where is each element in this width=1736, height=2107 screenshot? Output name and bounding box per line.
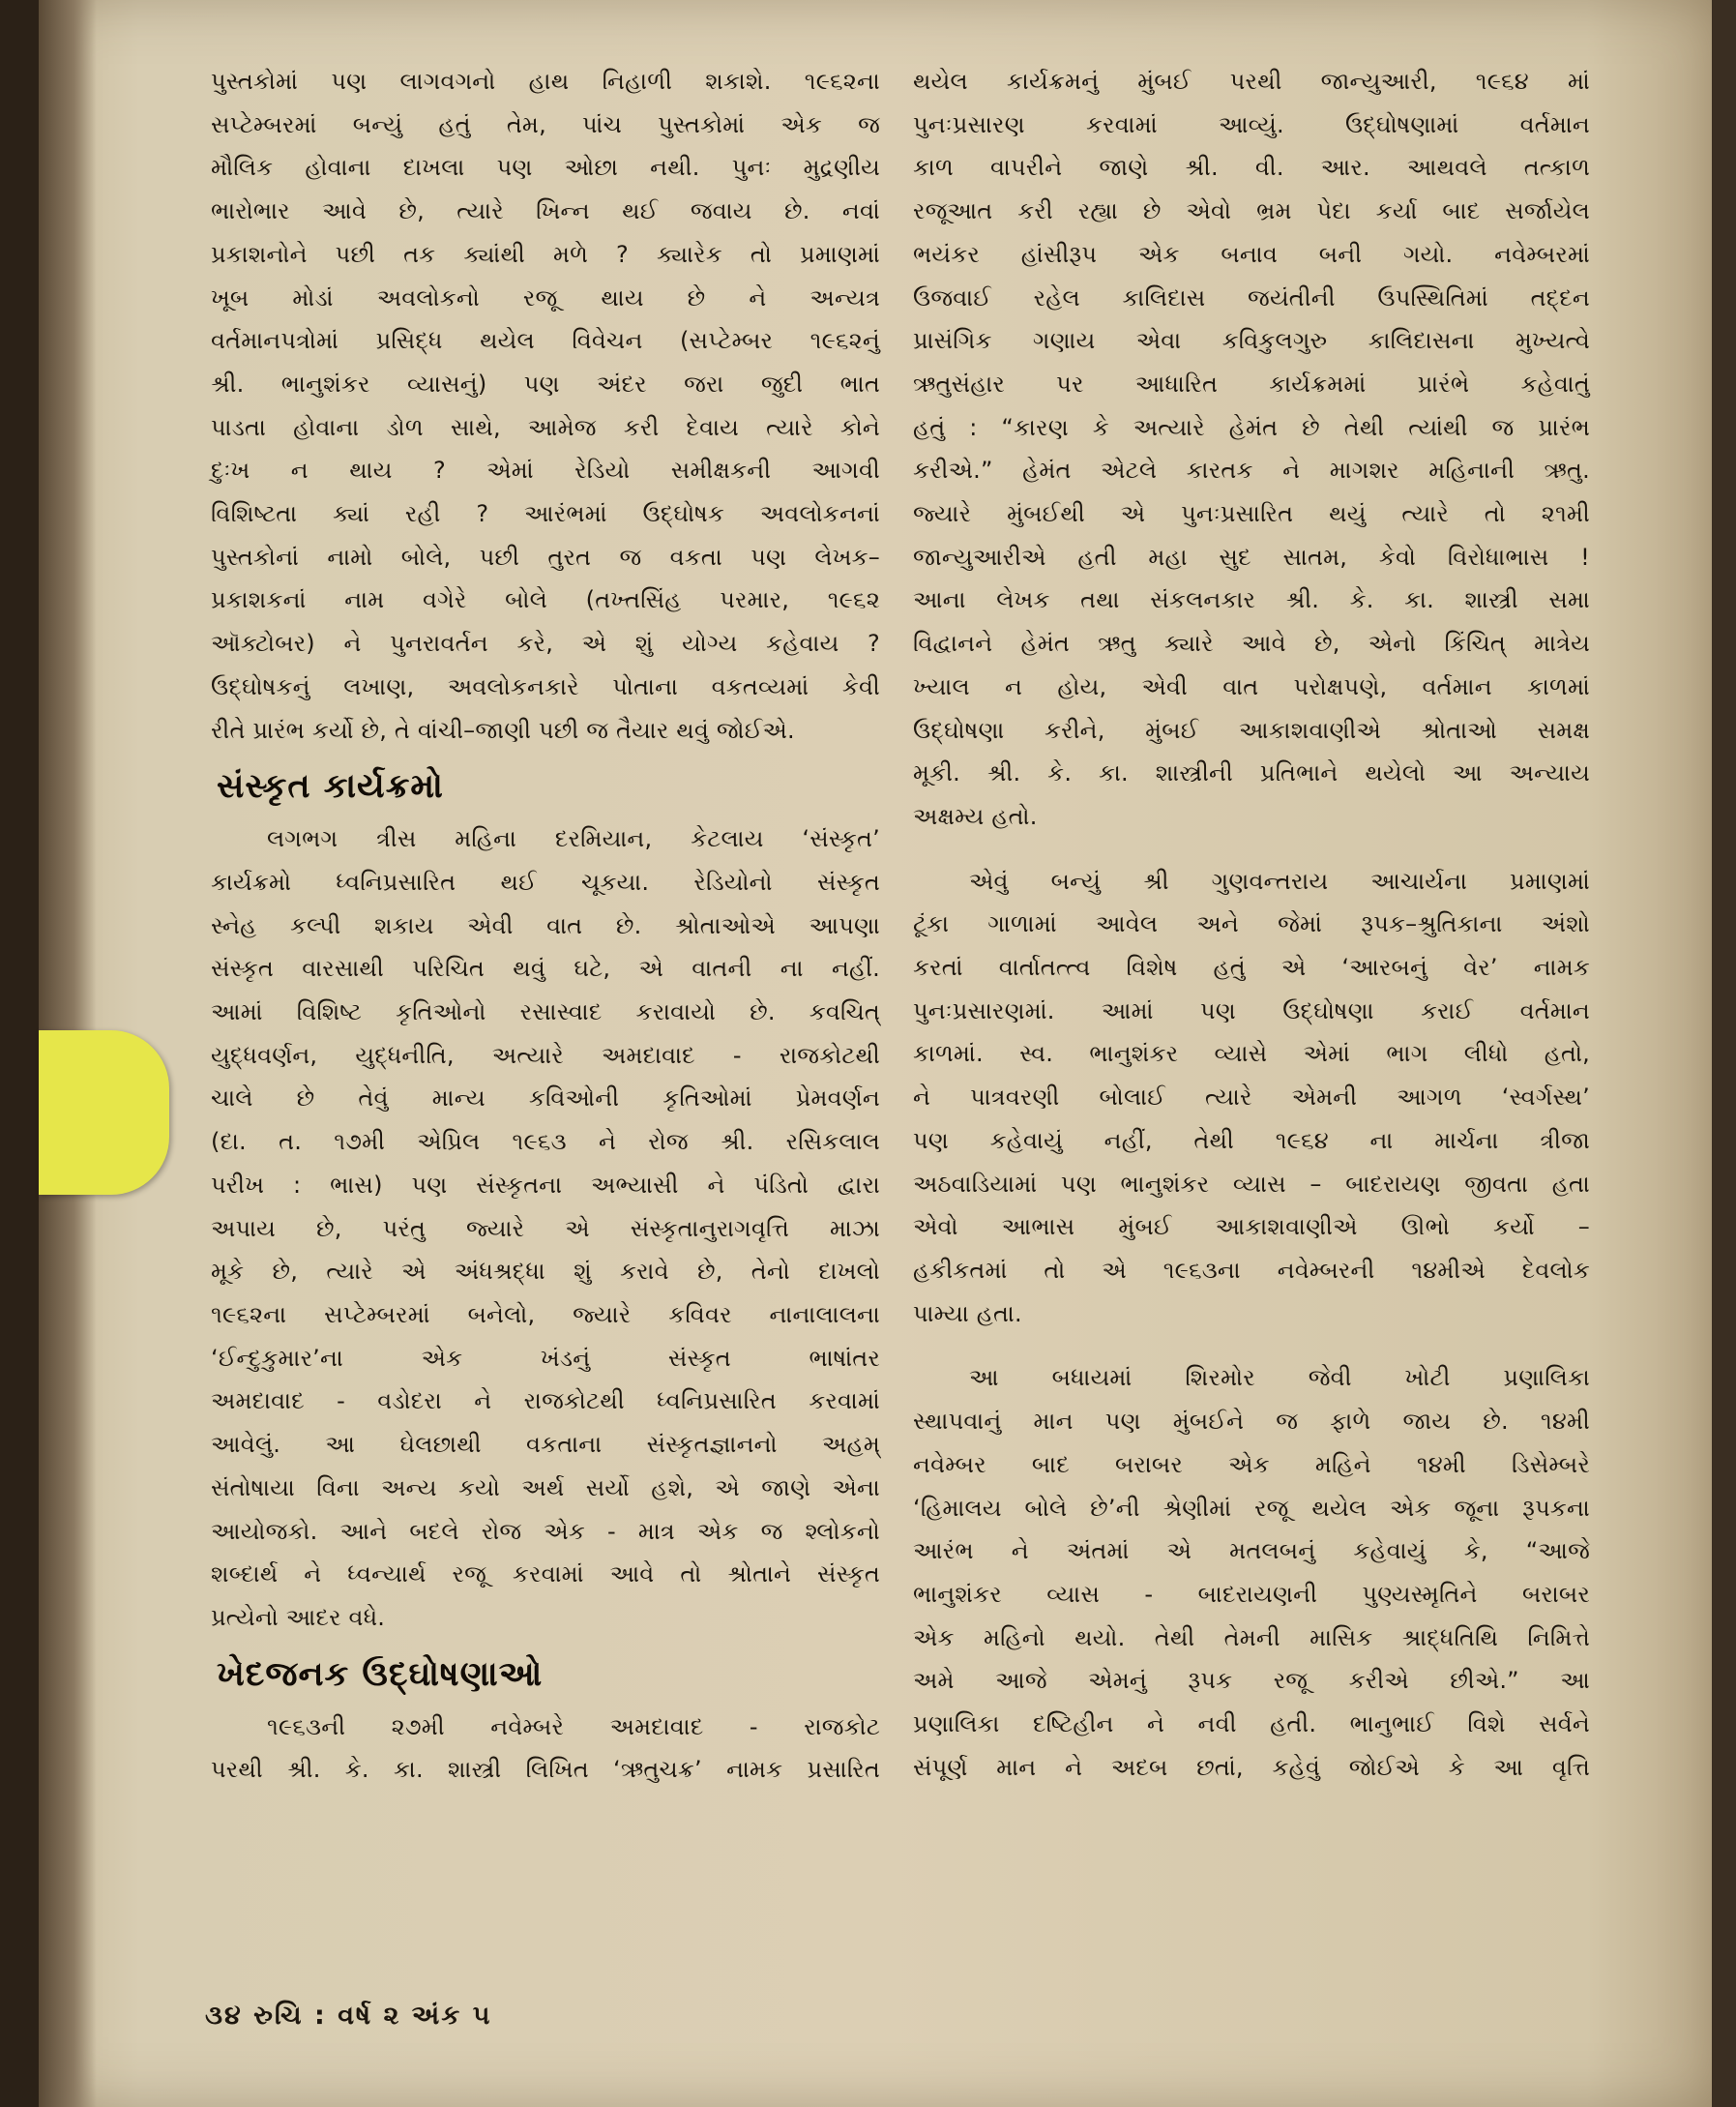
text-line: આયોજકો. આને બદલે રોજ એક - માત્ર એક જ શ્લોકનો xyxy=(211,1517,880,1545)
text-line: પરીખ : ભાસ) પણ સંસ્કૃતના અભ્યાસી ને પંડિતો દ્વારા xyxy=(211,1171,880,1199)
text-line: ખૂબ મોડાં અવલોકનો રજૂ થાય છે ને અન્યત્ર xyxy=(211,283,880,312)
text-line: આ બધાયમાં શિરમોર જેવી ખોટી પ્રણાલિકા xyxy=(969,1364,1590,1392)
text-line: પ્રકાશનોને પછી તક ક્યાંથી મળે ? ક્યારેક તો પ્રમાણમાં xyxy=(211,240,880,268)
text-line: અઠવાડિયામાં પણ ભાનુશંકર વ્યાસ – બાદરાયણ જીવતા હતા xyxy=(913,1170,1590,1198)
text-line: પ્રાસંગિક ગણાય એવા કવિકુલગુરુ કાલિદાસના મુખ્યત્વે xyxy=(913,327,1590,355)
text-line: સ્થાપવાનું માન પણ મુંબઈને જ ફાળે જાય છે. ૧૪મી xyxy=(913,1408,1590,1436)
left-para-3 xyxy=(211,1706,880,1792)
text-line: ભારોભાર આવે છે, ત્યારે ખિન્ન થઈ જવાય છે. નવાં xyxy=(211,197,880,225)
text-line: ઉદ્ઘોષકનું લખાણ, અવલોકનકારે પોતાના વકતવ્યમાં કેવી xyxy=(211,672,880,700)
text-line: ઋતુસંહાર પર આધારિત કાર્યક્રમમાં પ્રારંભે કહેવાતું xyxy=(913,370,1590,398)
text-line: અમે આજે એમનું રૂપક રજૂ કરીએ છીએ.” આ xyxy=(913,1667,1590,1695)
text-line: રીતે પ્રારંભ કર્યો છે, તે વાંચી–જાણી પછી જ તૈયાર થવું જોઈએ. xyxy=(211,716,795,744)
text-line: મૌલિક હોવાના દાખલા પણ ઓછા નથી. પુનઃ મુદ્રણીય xyxy=(211,154,880,182)
text-line: આના લેખક તથા સંકલનકાર શ્રી. કે. કા. શાસ્ત્રી સમા xyxy=(913,586,1590,614)
text-line: શબ્દાર્થ ને ધ્વન્યાર્થ રજૂ કરવામાં આવે તો શ્રોતાને સંસ્કૃત xyxy=(211,1560,880,1588)
text-line: પુનઃપ્રસારણમાં. આમાં પણ ઉદ્ઘોષણા કરાઈ વર્તમાન xyxy=(913,996,1590,1024)
text-line: પ્રણાલિકા દષ્ટિહીન ને નવી હતી. ભાનુભાઈ વિશે સર્વને xyxy=(913,1710,1590,1738)
text-line: કરતાં વાર્તાતત્ત્વ વિશેષ હતું એ ‘આરબનું વેર’ નામક xyxy=(913,954,1590,982)
heading-regrettable-announcements: ખેદજનક ઉદ્ઘોષણાઓ xyxy=(217,1654,544,1694)
right-column xyxy=(913,60,1590,1789)
text-line: સંસ્કૃત વારસાથી પરિચિત થવું ઘટે, એ વાતની ના નહીં. xyxy=(211,955,880,983)
text-line: જાન્યુઆરીએ હતી મહા સુદ સાતમ, કેવો વિરોધાભાસ ! xyxy=(913,543,1590,571)
text-line: પુસ્તકોમાં પણ લાગવગનો હાથ નિહાળી શકાશે. ૧૯૬૨ના xyxy=(211,68,880,95)
text-line: કાર્યક્રમો ધ્વનિપ્રસારિત થઈ ચૂકયા. રેડિયોનો સંસ્કૃત xyxy=(211,868,880,896)
text-line: ઉજવાઈ રહેલ કાલિદાસ જયંતીની ઉપસ્થિતિમાં તદ્દન xyxy=(913,283,1590,312)
text-line: ભયંકર હાંસીરૂપ એક બનાવ બની ગયો. નવેમ્બરમાં xyxy=(913,240,1590,268)
text-line: અમદાવાદ - વડોદરા ને રાજકોટથી ધ્વનિપ્રસારિત કરવામાં xyxy=(211,1387,880,1415)
text-line: ટૂંકા ગાળામાં આવેલ અને જેમાં રૂપક–શ્રુતિકાના અંશો xyxy=(913,910,1590,938)
text-line: પુનઃપ્રસારણ કરવામાં આવ્યું. ઉદ્ઘોષણામાં વર્તમાન xyxy=(913,110,1590,138)
right-para-1 xyxy=(913,60,1590,839)
left-para-1 xyxy=(211,60,880,752)
text-line: વિશિષ્ટતા ક્યાં રહી ? આરંભમાં ઉદ્ઘોષક અવલોકનનાં xyxy=(211,500,880,528)
text-line: ઑક્ટોબર) ને પુનરાવર્તન કરે, એ શું યોગ્ય કહેવાય ? xyxy=(211,630,880,658)
right-para-2 xyxy=(913,860,1590,1336)
left-para-2 xyxy=(211,817,880,1639)
text-line: પામ્યા હતા. xyxy=(913,1299,1022,1327)
text-line: કરીએ.” હેમંત એટલે કારતક ને માગશર મહિનાની ઋતુ. xyxy=(913,457,1590,485)
text-line: ભાનુશંકર વ્યાસ - બાદરાયણની પુણ્યસ્મૃતિને બરાબર xyxy=(913,1580,1590,1608)
text-line: ‘ઈન્દુકુમાર’ના એક ખંડનું સંસ્કૃત ભાષાંતર xyxy=(211,1344,880,1372)
text-line: પાડતા હોવાના ડોળ સાથે, આમેજ કરી દેવાય ત્યારે કોને xyxy=(211,413,880,441)
page-edge xyxy=(1712,0,1736,2107)
text-line: સપ્ટેમ્બરમાં બન્યું હતું તેમ, પાંચ પુસ્તકોમાં એક જ xyxy=(211,110,880,138)
text-line: અપાય છે, પરંતુ જ્યારે એ સંસ્કૃતાનુરાગવૃત્તિ માઝા xyxy=(211,1214,880,1242)
text-line: જ્યારે મુંબઈથી એ પુનઃપ્રસારિત થયું ત્યારે તો ૨૧મી xyxy=(913,500,1590,528)
text-line: થયેલ કાર્યક્રમનું મુંબઈ પરથી જાન્યુઆરી, ૧૯૬૪ માં xyxy=(913,68,1590,95)
text-line: પ્રકાશકનાં નામ વગેરે બોલે (તખ્તસિંહ પરમાર, ૧૯૬૨ xyxy=(211,586,880,614)
left-column xyxy=(211,60,880,1792)
text-line: ‘હિમાલય બોલે છે’ની શ્રેણીમાં રજૂ થયેલ એક જૂના રૂપકના xyxy=(913,1494,1590,1522)
text-line: પ્રત્યેનો આદર વધે. xyxy=(211,1603,386,1631)
text-line: યુદ્ધવર્ણન, યુદ્ધનીતિ, અત્યારે અમદાવાદ - રાજકોટથી xyxy=(211,1041,880,1069)
text-line: ને પાત્રવરણી બોલાઈ ત્યારે એમની આગળ ‘સ્વર્ગસ્થ’ xyxy=(913,1083,1590,1112)
text-line: રજૂઆત કરી રહ્યા છે એવો ભ્રમ પેદા કર્યા બાદ સર્જાયેલ xyxy=(913,197,1590,225)
text-line: મૂકે છે, ત્યારે એ અંધશ્રદ્ધા શું કરાવે છે, તેનો દાખલો xyxy=(211,1258,880,1286)
text-line: કાળમાં. સ્વ. ભાનુશંકર વ્યાસે એમાં ભાગ લીધો હતો, xyxy=(913,1040,1590,1068)
text-line: એક મહિનો થયો. તેથી તેમની માસિક શ્રાદ્ધતિથિ નિમિત્તે xyxy=(913,1623,1590,1651)
text-line: (દા. ત. ૧૭મી એપ્રિલ ૧૯૬૩ ને રોજ શ્રી. રસિકલાલ xyxy=(211,1128,880,1156)
text-line: અક્ષમ્ય હતો. xyxy=(913,802,1038,830)
yellow-bookmark-tab xyxy=(39,1030,169,1195)
text-line: શ્રી. ભાનુશંકર વ્યાસનું) પણ અંદર જરા જુદી ભાત xyxy=(211,370,880,398)
text-line: ચાલે છે તેવું માન્ય કવિઓની કૃતિઓમાં પ્રેમવર્ણન xyxy=(211,1084,880,1113)
text-line: સંતોષાયા વિના અન્ય કયો અર્થ સર્યો હશે, એ જાણે એના xyxy=(211,1473,880,1501)
text-line: ઉદ્ઘોષણા કરીને, મુંબઈ આકાશવાણીએ શ્રોતાઓ સમક્ષ xyxy=(913,716,1590,744)
text-line: હતું : “કારણ કે અત્યારે હેમંત છે તેથી ત્યાંથી જ પ્રારંભ xyxy=(913,413,1590,441)
text-line: કાળ વાપરીને જાણે શ્રી. વી. આર. આથવલે તત્કાળ xyxy=(913,154,1590,182)
text-line: વર્તમાનપત્રોમાં પ્રસિદ્ધ થયેલ વિવેચન (સપ્ટેમ્બર ૧૯૬૨નું xyxy=(211,327,880,355)
text-line: લગભગ ત્રીસ મહિના દરમિયાન, કેટલાય ‘સંસ્કૃત’ xyxy=(267,825,880,853)
text-line: પરથી શ્રી. કે. કા. શાસ્ત્રી લિખિત ‘ઋતુચક્ર’ નામક પ્રસારિત xyxy=(211,1756,880,1784)
text-line: આવેલું. આ ઘેલછાથી વકતાના સંસ્કૃતજ્ઞાનનો અહમ્ xyxy=(211,1431,880,1459)
text-line: નવેમ્બર બાદ બરાબર એક મહિને ૧૪મી ડિસેમ્બરે xyxy=(913,1450,1590,1478)
text-line: સંપૂર્ણ માન ને અદબ છતાં, કહેવું જોઈએ કે આ વૃત્તિ xyxy=(913,1753,1590,1781)
text-line: ૧૯૬૩ની ૨૭મી નવેમ્બરે અમદાવાદ - રાજકોટ xyxy=(267,1712,880,1740)
text-line: સ્નેહ કલ્પી શકાય એવી વાત છે. શ્રોતાઓએ આપણા xyxy=(211,911,880,939)
text-line: આમાં વિશિષ્ટ કૃતિઓનો રસાસ્વાદ કરાવાયો છે. કવચિત્ xyxy=(211,998,880,1026)
text-line: એવું બન્યું શ્રી ગુણવન્તરાય આચાર્યના પ્રમાણમાં xyxy=(969,867,1590,895)
page-footer: ૩૪ રુચિ : વર્ષ ૨ અંક ૫ xyxy=(205,2001,492,2031)
text-line: હકીકતમાં તો એ ૧૯૬૩ના નવેમ્બરની ૧૪મીએ દેવલોક xyxy=(913,1256,1590,1284)
text-line: ખ્યાલ ન હોય, એવી વાત પરોક્ષપણે, વર્તમાન કાળમાં xyxy=(913,672,1590,700)
heading-sanskrit-programs: સંસ્કૃત કાર્યક્રમો xyxy=(217,767,444,807)
text-line: એવો આભાસ મુંબઈ આકાશવાણીએ ઊભો કર્યો – xyxy=(913,1213,1590,1241)
text-line: મૂકી. શ્રી. કે. કા. શાસ્ત્રીની પ્રતિભાને થયેલો આ અન્યાય xyxy=(913,759,1590,787)
text-line: ૧૯૬૨ના સપ્ટેમ્બરમાં બનેલો, જ્યારે કવિવર નાનાલાલના xyxy=(211,1300,880,1328)
text-line: આરંભ ને અંતમાં એ મતલબનું કહેવાયું કે, “આજે xyxy=(913,1537,1590,1565)
text-line: પણ કહેવાયું નહીં, તેથી ૧૯૬૪ ના માર્ચના ત્રીજા xyxy=(913,1126,1590,1154)
text-line: પુસ્તકોનાં નામો બોલે, પછી તુરત જ વકતા પણ લેખક– xyxy=(211,543,880,571)
text-line: દુઃખ ન થાય ? એમાં રેડિયો સમીક્ષકની આગવી xyxy=(211,457,880,485)
text-line: વિદ્વાનને હેમંત ઋતુ ક્યારે આવે છે, એનો કિંચિત્ માત્રેય xyxy=(913,630,1590,658)
right-para-3 xyxy=(913,1356,1590,1789)
